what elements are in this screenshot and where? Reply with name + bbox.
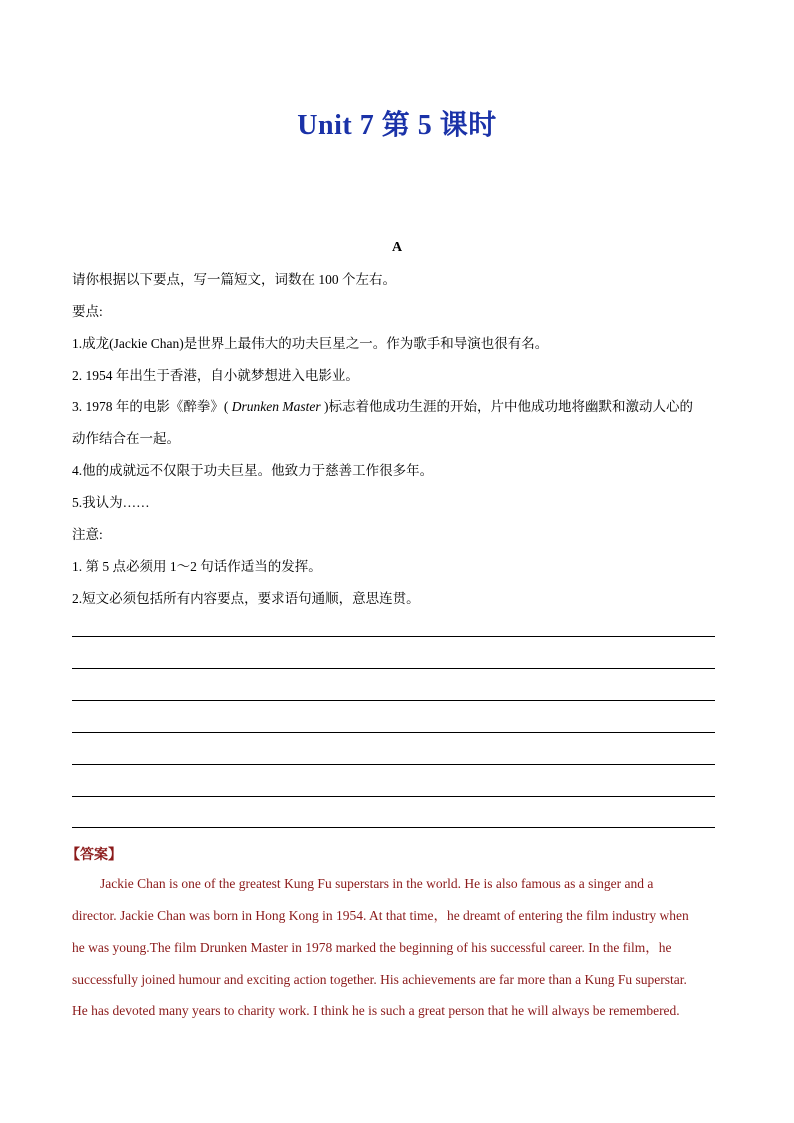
writing-line[interactable] bbox=[72, 827, 715, 828]
writing-line[interactable] bbox=[72, 796, 715, 797]
answer-line: successfully joined humour and exciting action together. His achievements are far more than a Kung Fu superstar. bbox=[72, 972, 687, 987]
writing-line[interactable] bbox=[72, 700, 715, 701]
point-4: 4.他的成就远不仅限于功夫巨星。他致力于慈善工作很多年。 bbox=[72, 463, 434, 478]
points-label: 要点: bbox=[72, 304, 103, 319]
point-3-pre: 3. 1978 年的电影《醉拳》( bbox=[72, 399, 232, 414]
answer-line: director. Jackie Chan was born in Hong Kong in 1954. At that time，he dreamt of entering the film industry when bbox=[72, 908, 689, 923]
section-letter: A bbox=[391, 240, 403, 255]
answer-line: He has devoted many years to charity work. I think he is such a great person that he will always be remembered. bbox=[72, 1003, 680, 1018]
point-3-film-title: Drunken Master bbox=[231, 399, 321, 414]
point-5: 5.我认为…… bbox=[72, 495, 150, 510]
point-2: 2. 1954 年出生于香港，自小就梦想进入电影业。 bbox=[72, 368, 359, 383]
writing-line[interactable] bbox=[72, 668, 715, 669]
instruction-text: 请你根据以下要点，写一篇短文，词数在 100 个左右。 bbox=[72, 272, 396, 287]
note-1: 1. 第 5 点必须用 1～2 句话作适当的发挥。 bbox=[72, 559, 322, 574]
note-2: 2.短文必须包括所有内容要点，要求语句通顺，意思连贯。 bbox=[72, 591, 420, 606]
writing-line[interactable] bbox=[72, 764, 715, 765]
writing-line[interactable] bbox=[72, 732, 715, 733]
notes-label: 注意: bbox=[72, 527, 103, 542]
page-title: Unit 7 第 5 课时 bbox=[297, 110, 497, 141]
writing-line[interactable] bbox=[72, 636, 715, 637]
answer-label: 【答案】 bbox=[66, 848, 122, 863]
point-3-continuation: 动作结合在一起。 bbox=[72, 431, 180, 446]
point-1: 1.成龙(Jackie Chan)是世界上最伟大的功夫巨星之一。作为歌手和导演也很有名。 bbox=[72, 336, 549, 351]
answer-line: he was young.The film Drunken Master in 1978 marked the beginning of his successful career. In the film，he bbox=[72, 940, 672, 955]
answer-line: Jackie Chan is one of the greatest Kung Fu superstars in the world. He is also famous as a singer and a bbox=[100, 876, 654, 891]
point-3-post: )标志着他成功生涯的开始，片中他成功地将幽默和激动人心的 bbox=[320, 399, 693, 414]
point-3 bbox=[72, 397, 722, 417]
